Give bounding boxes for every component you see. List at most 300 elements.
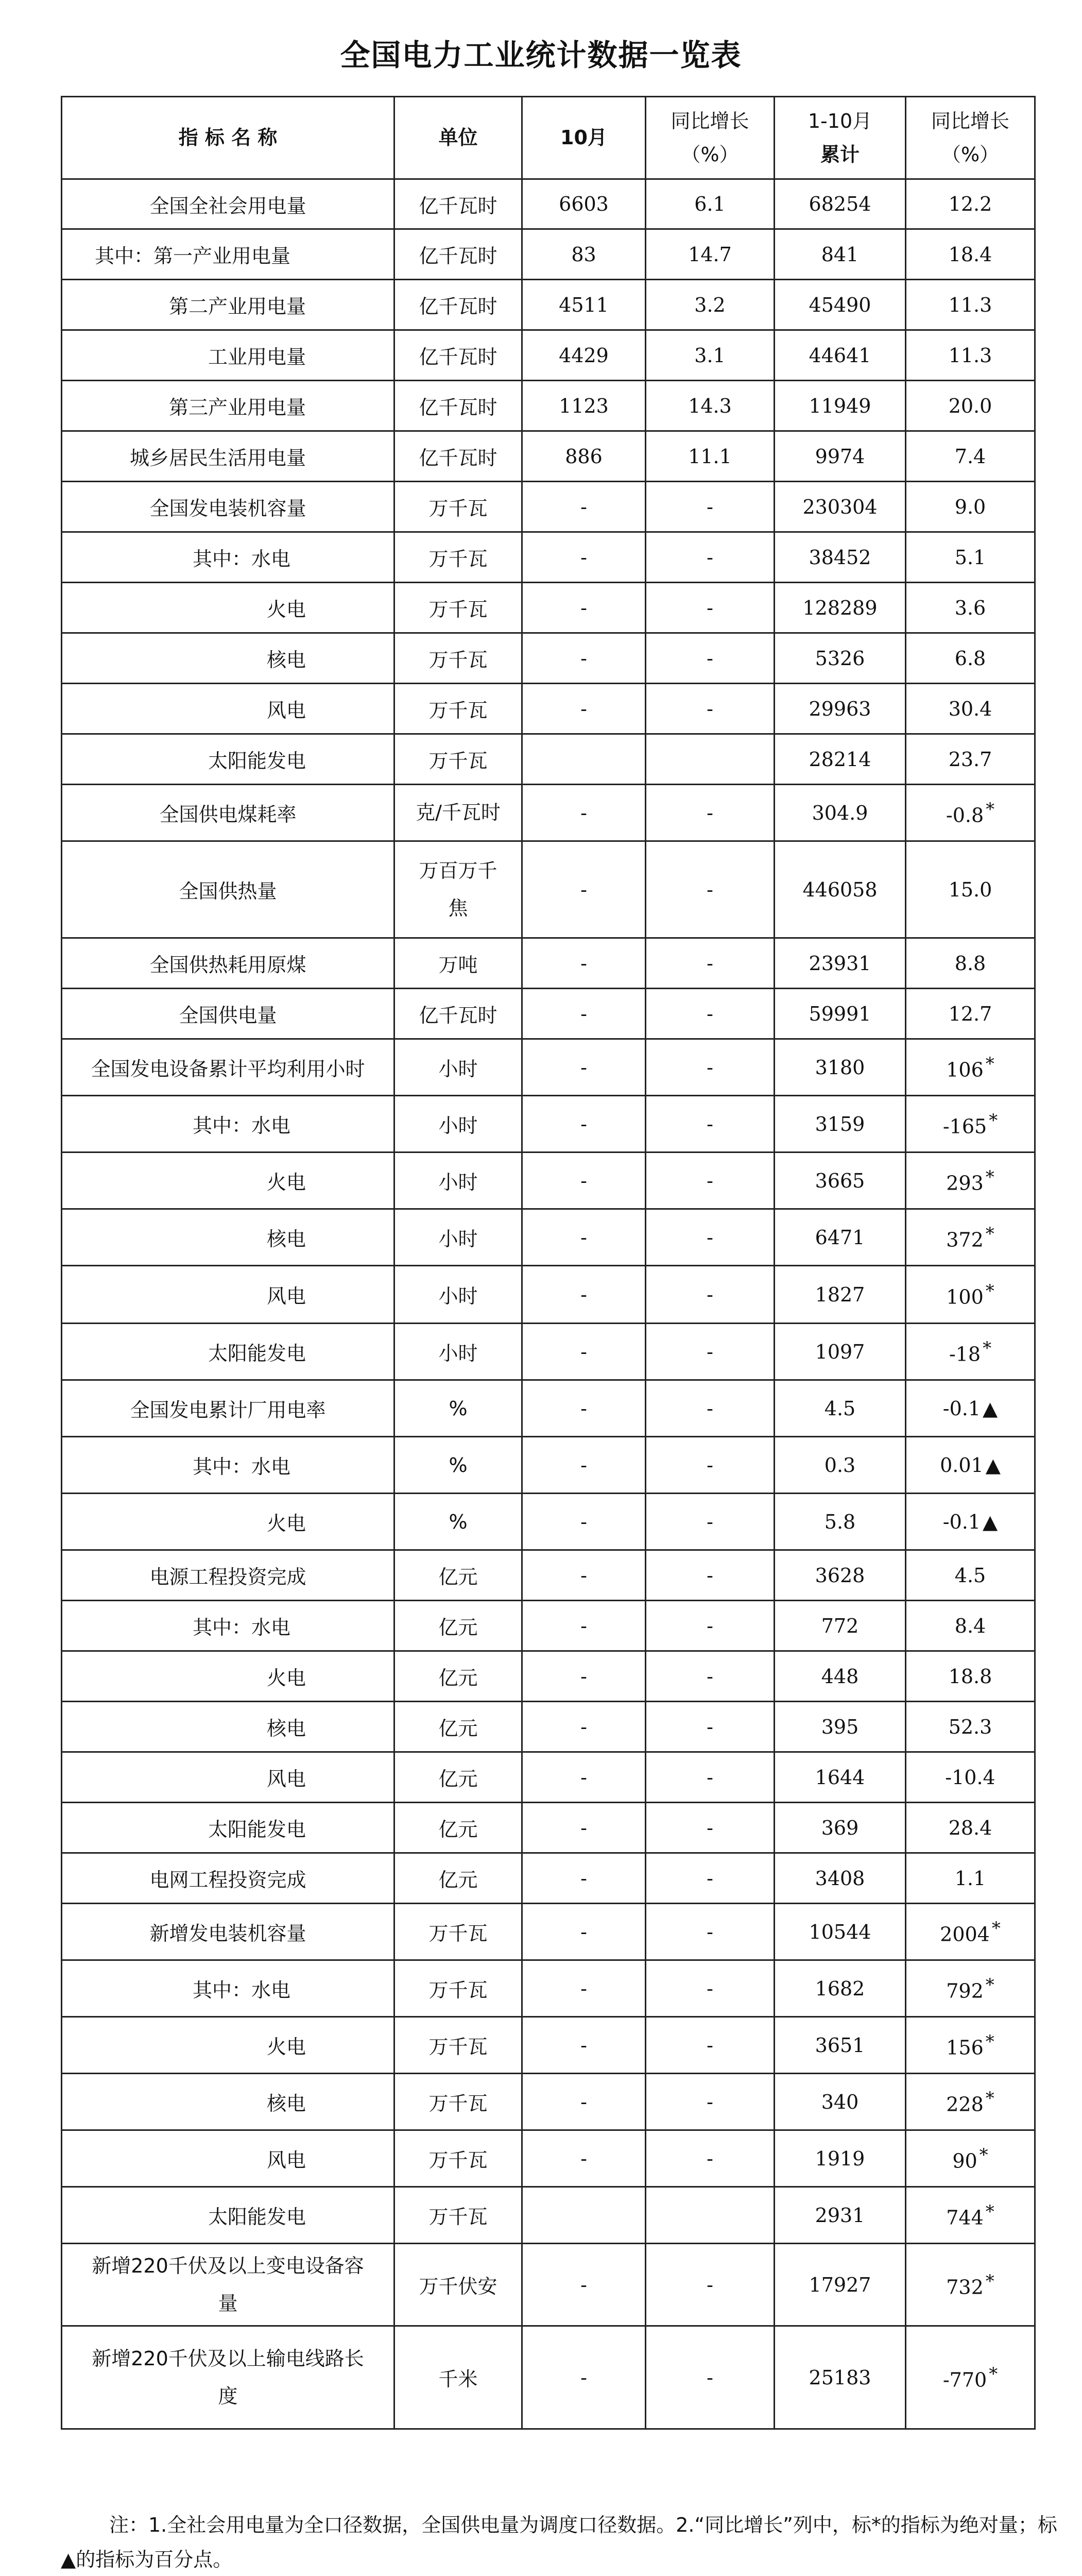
cell-yoy: -	[646, 1039, 775, 1096]
cell-cum: 68254	[775, 179, 906, 229]
cell-cum: 17927	[775, 2244, 906, 2326]
cell-yoy: -	[646, 633, 775, 684]
absolute-value-mark: *	[985, 1974, 994, 1995]
cell-month: -	[522, 633, 646, 684]
cell-unit: 亿元	[394, 1550, 522, 1601]
cell-cum-yoy: 18.4	[906, 229, 1035, 280]
cell-cum: 340	[775, 2074, 906, 2130]
cell-cum-yoy: 90 *	[906, 2130, 1035, 2187]
cell-month: -	[522, 482, 646, 532]
cell-cum-yoy: 9.0	[906, 482, 1035, 532]
cell-month: -	[522, 1324, 646, 1380]
cell-month: -	[522, 2326, 646, 2429]
cell-cum: 1644	[775, 1752, 906, 1803]
cell-unit: 万千瓦	[394, 482, 522, 532]
cell-name: 火电	[62, 583, 394, 633]
header-cum	[775, 97, 906, 179]
cell-cum: 1827	[775, 1266, 906, 1324]
cell-name: 全国发电累计厂用电率	[62, 1380, 394, 1437]
percentage-point-mark: ▲	[983, 1510, 998, 1533]
cell-yoy: -	[646, 1853, 775, 1904]
percentage-point-mark: ▲	[983, 1397, 998, 1420]
cell-cum: 9974	[775, 431, 906, 482]
cell-yoy: -	[646, 1904, 775, 1960]
header-cum-yoy-unit: （%）	[941, 143, 1000, 166]
table-row	[62, 684, 1035, 734]
cell-cum-yoy: 23.7	[906, 734, 1035, 785]
cell-yoy: 6.1	[646, 179, 775, 229]
cell-cum-yoy: 8.8	[906, 938, 1035, 989]
absolute-value-mark: *	[985, 1280, 994, 1301]
cell-cum-yoy: 744 *	[906, 2187, 1035, 2244]
cell-yoy: -	[646, 1651, 775, 1702]
cell-cum: 4.5	[775, 1380, 906, 1437]
cell-cum-yoy: 12.2	[906, 179, 1035, 229]
cell-month: -	[522, 583, 646, 633]
cell-yoy: -	[646, 1702, 775, 1752]
absolute-value-mark: *	[991, 1918, 1001, 1939]
cell-name: 其中：第一产业用电量	[62, 229, 394, 280]
table-row	[62, 583, 1035, 633]
cell-name: 太阳能发电	[62, 734, 394, 785]
cell-month: -	[522, 2130, 646, 2187]
cell-cum: 841	[775, 229, 906, 280]
absolute-value-mark: *	[989, 2363, 998, 2384]
cell-cum-yoy: 293 *	[906, 1153, 1035, 1209]
cell-yoy: -	[646, 1324, 775, 1380]
absolute-value-mark: *	[989, 1110, 998, 1131]
absolute-value-mark: *	[985, 2031, 994, 2052]
table-row	[62, 989, 1035, 1039]
header-yoy-unit: （%）	[681, 143, 739, 166]
table-row	[62, 785, 1035, 841]
absolute-value-mark: *	[985, 1223, 994, 1244]
cell-name: 风电	[62, 1266, 394, 1324]
cell-cum: 3651	[775, 2017, 906, 2074]
cell-yoy: -	[646, 1960, 775, 2017]
table-row	[62, 1494, 1035, 1550]
cell-unit: %	[394, 1380, 522, 1437]
cell-unit: %	[394, 1494, 522, 1550]
table-row	[62, 1702, 1035, 1752]
absolute-value-mark: *	[986, 799, 995, 820]
cell-yoy: -	[646, 532, 775, 583]
cell-unit: 亿千瓦时	[394, 229, 522, 280]
cell-month: -	[522, 1380, 646, 1437]
cell-yoy: 3.1	[646, 330, 775, 381]
cell-month: -	[522, 2244, 646, 2326]
cell-yoy: -	[646, 2130, 775, 2187]
cell-name: 新增发电装机容量	[62, 1904, 394, 1960]
cell-cum-yoy: 20.0	[906, 381, 1035, 431]
table-row	[62, 2130, 1035, 2187]
cell-yoy: -	[646, 1266, 775, 1324]
cell-month: -	[522, 1853, 646, 1904]
absolute-value-mark: *	[983, 1337, 992, 1359]
cell-name: 工业用电量	[62, 330, 394, 381]
cell-yoy: -	[646, 841, 775, 938]
cell-cum: 395	[775, 1702, 906, 1752]
cell-month: 1123	[522, 381, 646, 431]
cell-yoy: -	[646, 1096, 775, 1153]
cell-name: 全国供热量	[62, 841, 394, 938]
footnote: 注：1.全社会用电量为全口径数据，全国供电量为调度口径数据。2.“同比增长”列中，标*的指标为绝对量；标▲的指标为百分点。	[61, 2514, 1057, 2571]
cell-name: 火电	[62, 1153, 394, 1209]
table-header-row	[62, 97, 1035, 179]
table-row	[62, 532, 1035, 583]
cell-month: -	[522, 1702, 646, 1752]
cell-unit: 万千瓦	[394, 583, 522, 633]
cell-cum: 1097	[775, 1324, 906, 1380]
cell-cum-yoy: 11.3	[906, 330, 1035, 381]
cell-yoy: -	[646, 1209, 775, 1266]
cell-name: 风电	[62, 2130, 394, 2187]
cell-unit: 亿千瓦时	[394, 179, 522, 229]
cell-cum-yoy: 2004 *	[906, 1904, 1035, 1960]
header-cum-sub: 累计	[820, 143, 860, 166]
cell-name: 城乡居民生活用电量	[62, 431, 394, 482]
cell-name: 核电	[62, 1702, 394, 1752]
cell-name: 全国供热耗用原煤	[62, 938, 394, 989]
cell-unit: 万千瓦	[394, 1904, 522, 1960]
cell-yoy: -	[646, 684, 775, 734]
cell-cum: 23931	[775, 938, 906, 989]
table-row	[62, 2187, 1035, 2244]
cell-cum-yoy: 372 *	[906, 1209, 1035, 1266]
cell-cum: 5.8	[775, 1494, 906, 1550]
cell-unit: 万千瓦	[394, 2130, 522, 2187]
cell-cum-yoy: 732 *	[906, 2244, 1035, 2326]
cell-cum-yoy: 12.7	[906, 989, 1035, 1039]
cell-name: 火电	[62, 1651, 394, 1702]
table-row	[62, 1803, 1035, 1853]
cell-yoy: -	[646, 1437, 775, 1494]
cell-month: 4429	[522, 330, 646, 381]
cell-yoy: -	[646, 938, 775, 989]
cell-yoy	[646, 734, 775, 785]
cell-cum-yoy: -0.8 *	[906, 785, 1035, 841]
table-row	[62, 2017, 1035, 2074]
cell-cum: 3408	[775, 1853, 906, 1904]
cell-cum: 11949	[775, 381, 906, 431]
cell-cum: 3665	[775, 1153, 906, 1209]
cell-cum: 6471	[775, 1209, 906, 1266]
table-row	[62, 734, 1035, 785]
cell-name: 核电	[62, 1209, 394, 1266]
cell-month	[522, 734, 646, 785]
cell-yoy: -	[646, 1803, 775, 1853]
cell-cum: 29963	[775, 684, 906, 734]
cell-month: -	[522, 938, 646, 989]
cell-cum-yoy: 7.4	[906, 431, 1035, 482]
table-row	[62, 1266, 1035, 1324]
cell-month: -	[522, 1752, 646, 1803]
cell-unit: 万千伏安	[394, 2244, 522, 2326]
table-row	[62, 1904, 1035, 1960]
cell-cum-yoy: 106 *	[906, 1039, 1035, 1096]
header-unit: 单位	[394, 97, 522, 179]
absolute-value-mark: *	[985, 2201, 994, 2222]
cell-unit: 亿千瓦时	[394, 381, 522, 431]
cell-name: 风电	[62, 1752, 394, 1803]
cell-unit: 万百万千焦	[394, 841, 522, 938]
table-row	[62, 1651, 1035, 1702]
cell-yoy: -	[646, 1752, 775, 1803]
cell-cum: 1682	[775, 1960, 906, 2017]
cell-unit: 小时	[394, 1153, 522, 1209]
cell-name: 第三产业用电量	[62, 381, 394, 431]
cell-cum: 10544	[775, 1904, 906, 1960]
cell-unit: 亿元	[394, 1803, 522, 1853]
cell-name: 电源工程投资完成	[62, 1550, 394, 1601]
cell-unit: 万千瓦	[394, 684, 522, 734]
cell-name: 电网工程投资完成	[62, 1853, 394, 1904]
cell-name: 全国供电煤耗率	[62, 785, 394, 841]
table-row	[62, 1380, 1035, 1437]
header-cum-yoy-label: 同比增长	[931, 109, 1009, 132]
cell-month: -	[522, 1153, 646, 1209]
cell-yoy: -	[646, 1153, 775, 1209]
cell-name: 新增220千伏及以上输电线路长度	[62, 2326, 394, 2429]
table-row	[62, 229, 1035, 280]
cell-cum-yoy: 11.3	[906, 280, 1035, 330]
cell-name: 全国发电装机容量	[62, 482, 394, 532]
statistics-table	[61, 96, 1036, 2430]
cell-cum: 44641	[775, 330, 906, 381]
cell-cum: 446058	[775, 841, 906, 938]
cell-unit: 亿元	[394, 1702, 522, 1752]
table-row	[62, 2074, 1035, 2130]
cell-cum-yoy: -0.1 ▲	[906, 1494, 1035, 1550]
cell-unit: 万千瓦	[394, 2187, 522, 2244]
cell-yoy: -	[646, 2326, 775, 2429]
cell-name: 其中：水电	[62, 532, 394, 583]
cell-unit: 万千瓦	[394, 532, 522, 583]
cell-cum: 38452	[775, 532, 906, 583]
cell-cum: 28214	[775, 734, 906, 785]
cell-month: 6603	[522, 179, 646, 229]
cell-unit: 小时	[394, 1096, 522, 1153]
cell-cum: 3180	[775, 1039, 906, 1096]
cell-unit: 小时	[394, 1266, 522, 1324]
cell-cum-yoy: -18 *	[906, 1324, 1035, 1380]
cell-cum-yoy: 15.0	[906, 841, 1035, 938]
cell-cum: 0.3	[775, 1437, 906, 1494]
cell-month: -	[522, 1494, 646, 1550]
table-row	[62, 2326, 1035, 2429]
cell-unit: 亿元	[394, 1853, 522, 1904]
table-row	[62, 1960, 1035, 2017]
cell-cum: 25183	[775, 2326, 906, 2429]
cell-unit: 小时	[394, 1039, 522, 1096]
cell-month: -	[522, 1039, 646, 1096]
cell-cum-yoy: 30.4	[906, 684, 1035, 734]
cell-unit: 万千瓦	[394, 2074, 522, 2130]
absolute-value-mark: *	[979, 2144, 988, 2165]
cell-unit: 亿千瓦时	[394, 431, 522, 482]
cell-month: -	[522, 2017, 646, 2074]
cell-month: -	[522, 1960, 646, 2017]
table-row	[62, 1324, 1035, 1380]
cell-unit: 万吨	[394, 938, 522, 989]
cell-name: 新增220千伏及以上变电设备容量	[62, 2244, 394, 2326]
cell-yoy: -	[646, 2244, 775, 2326]
table-row	[62, 1096, 1035, 1153]
cell-name: 全国全社会用电量	[62, 179, 394, 229]
cell-unit: 亿元	[394, 1601, 522, 1651]
cell-month: -	[522, 1601, 646, 1651]
cell-cum: 2931	[775, 2187, 906, 2244]
cell-month: -	[522, 1209, 646, 1266]
cell-cum: 128289	[775, 583, 906, 633]
cell-yoy	[646, 2187, 775, 2244]
cell-yoy: -	[646, 1494, 775, 1550]
cell-cum-yoy: 28.4	[906, 1803, 1035, 1853]
cell-name: 核电	[62, 633, 394, 684]
cell-yoy: 14.7	[646, 229, 775, 280]
cell-cum-yoy: 8.4	[906, 1601, 1035, 1651]
header-cum-label: 1-10月	[808, 109, 872, 132]
cell-name: 太阳能发电	[62, 2187, 394, 2244]
percentage-point-mark: ▲	[985, 1453, 1001, 1477]
cell-month	[522, 2187, 646, 2244]
header-yoy	[646, 97, 775, 179]
cell-unit: 亿元	[394, 1752, 522, 1803]
cell-name: 全国发电设备累计平均利用小时	[62, 1039, 394, 1096]
cell-month: -	[522, 1266, 646, 1324]
cell-unit: 万千瓦	[394, 2017, 522, 2074]
cell-cum-yoy: 5.1	[906, 532, 1035, 583]
cell-month: 886	[522, 431, 646, 482]
cell-cum-yoy: 1.1	[906, 1853, 1035, 1904]
cell-cum-yoy: -165 *	[906, 1096, 1035, 1153]
cell-cum: 59991	[775, 989, 906, 1039]
cell-cum-yoy: 4.5	[906, 1550, 1035, 1601]
cell-yoy: -	[646, 1380, 775, 1437]
cell-name: 太阳能发电	[62, 1324, 394, 1380]
cell-month: -	[522, 1803, 646, 1853]
cell-unit: 亿千瓦时	[394, 330, 522, 381]
table-row	[62, 938, 1035, 989]
header-month: 10月	[522, 97, 646, 179]
cell-cum-yoy: 6.8	[906, 633, 1035, 684]
cell-name: 核电	[62, 2074, 394, 2130]
cell-cum: 230304	[775, 482, 906, 532]
table-row	[62, 1039, 1035, 1096]
table-row	[62, 381, 1035, 431]
cell-cum: 5326	[775, 633, 906, 684]
cell-unit: 克/千瓦时	[394, 785, 522, 841]
cell-unit: 小时	[394, 1324, 522, 1380]
cell-name: 其中：水电	[62, 1437, 394, 1494]
cell-yoy: -	[646, 1550, 775, 1601]
cell-yoy: -	[646, 989, 775, 1039]
cell-unit: 亿千瓦时	[394, 280, 522, 330]
cell-unit: 万千瓦	[394, 1960, 522, 2017]
page-title: 全国电力工业统计数据一览表	[340, 38, 742, 73]
cell-name: 其中：水电	[62, 1960, 394, 2017]
cell-cum-yoy: 100 *	[906, 1266, 1035, 1324]
absolute-value-mark: *	[985, 2270, 994, 2292]
cell-name: 风电	[62, 684, 394, 734]
table-row	[62, 1853, 1035, 1904]
cell-cum: 3628	[775, 1550, 906, 1601]
cell-name: 火电	[62, 2017, 394, 2074]
table-row	[62, 841, 1035, 938]
cell-month: -	[522, 684, 646, 734]
cell-name: 第二产业用电量	[62, 280, 394, 330]
cell-name: 火电	[62, 1494, 394, 1550]
cell-unit: 万千瓦	[394, 633, 522, 684]
cell-yoy: 11.1	[646, 431, 775, 482]
cell-month: -	[522, 785, 646, 841]
cell-cum: 772	[775, 1601, 906, 1651]
absolute-value-mark: *	[985, 2088, 994, 2109]
cell-month: -	[522, 1437, 646, 1494]
cell-yoy: -	[646, 583, 775, 633]
cell-cum-yoy: -0.1 ▲	[906, 1380, 1035, 1437]
cell-name: 全国供电量	[62, 989, 394, 1039]
cell-month: -	[522, 841, 646, 938]
cell-month: -	[522, 989, 646, 1039]
table-row	[62, 1752, 1035, 1803]
cell-yoy: -	[646, 482, 775, 532]
cell-name: 太阳能发电	[62, 1803, 394, 1853]
cell-unit: 万千瓦	[394, 734, 522, 785]
table-row	[62, 280, 1035, 330]
cell-yoy: 14.3	[646, 381, 775, 431]
cell-month: 4511	[522, 280, 646, 330]
cell-cum: 448	[775, 1651, 906, 1702]
cell-cum: 45490	[775, 280, 906, 330]
cell-cum-yoy: 792 *	[906, 1960, 1035, 2017]
cell-name: 其中：水电	[62, 1601, 394, 1651]
table-row	[62, 179, 1035, 229]
cell-unit: %	[394, 1437, 522, 1494]
header-cum-yoy	[906, 97, 1035, 179]
table-row	[62, 633, 1035, 684]
cell-unit: 千米	[394, 2326, 522, 2429]
cell-yoy: -	[646, 2017, 775, 2074]
table-row	[62, 431, 1035, 482]
cell-month: -	[522, 532, 646, 583]
cell-cum: 369	[775, 1803, 906, 1853]
cell-yoy: 3.2	[646, 280, 775, 330]
cell-yoy: -	[646, 1601, 775, 1651]
header-yoy-label: 同比增长	[671, 109, 749, 132]
cell-unit: 小时	[394, 1209, 522, 1266]
table-row	[62, 330, 1035, 381]
table-row	[62, 1153, 1035, 1209]
cell-month: 83	[522, 229, 646, 280]
cell-cum-yoy: 52.3	[906, 1702, 1035, 1752]
cell-unit: 亿千瓦时	[394, 989, 522, 1039]
cell-cum-yoy: 18.8	[906, 1651, 1035, 1702]
cell-cum-yoy: 156 *	[906, 2017, 1035, 2074]
cell-cum: 304.9	[775, 785, 906, 841]
cell-cum: 1919	[775, 2130, 906, 2187]
cell-month: -	[522, 1550, 646, 1601]
cell-month: -	[522, 1651, 646, 1702]
cell-yoy: -	[646, 2074, 775, 2130]
cell-yoy: -	[646, 785, 775, 841]
cell-unit: 亿元	[394, 1651, 522, 1702]
cell-cum: 3159	[775, 1096, 906, 1153]
cell-name: 其中：水电	[62, 1096, 394, 1153]
table-row	[62, 1550, 1035, 1601]
absolute-value-mark: *	[985, 1166, 994, 1188]
cell-cum-yoy: 3.6	[906, 583, 1035, 633]
